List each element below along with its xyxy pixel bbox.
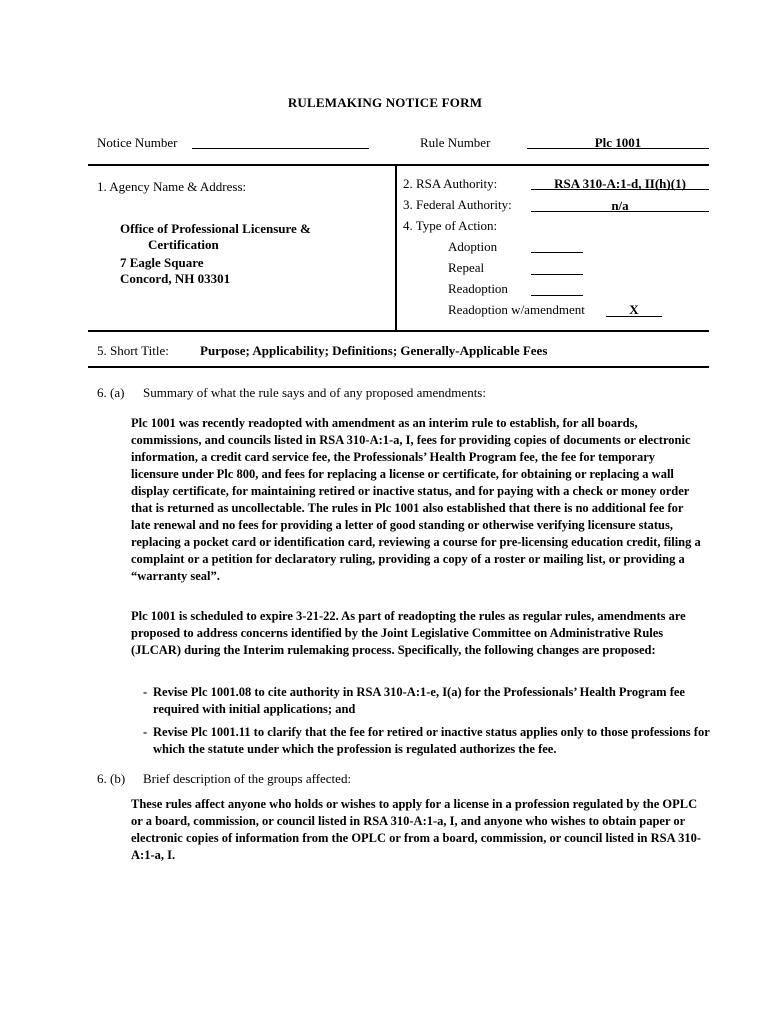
bullet-marker: - — [143, 685, 148, 699]
type-of-action-label: 4. Type of Action: — [403, 218, 498, 233]
notice-number-label: Notice Number — [97, 135, 178, 150]
groups-paragraph: These rules affect anyone who holds or wishes to apply for a license in a profession regulated by the OPLC or a board, commission, or council listed in RSA 310-A:1-a, I, and anyone who wishes to obtain paper or electronic copies of information from the OPLC or from a board, commission, or council listed in RSA 310-A:1-a, I. — [131, 797, 701, 862]
rule-number-value: Plc 1001 — [594, 135, 642, 150]
notice-number-field — [192, 148, 369, 149]
action-readoption-field — [531, 295, 583, 296]
list-item — [143, 724, 718, 758]
summary-number: 6. (a) — [97, 385, 125, 400]
bullet-marker: - — [143, 725, 148, 739]
action-repeal-label: Repeal — [448, 260, 485, 275]
bullet-text: Revise Plc 1001.08 to cite authority in RSA 310-A:1-e, I(a) for the Professionals’ Health Program fee required with initial applications; and — [153, 685, 685, 716]
action-readoption-amendment-value: X — [629, 302, 639, 317]
divider-top — [88, 164, 709, 166]
agency-city: Concord, NH 03301 — [120, 271, 231, 286]
divider-bottom — [88, 366, 709, 368]
action-adoption-label: Adoption — [448, 239, 498, 254]
agency-name-line2: Certification — [148, 237, 219, 252]
list-item — [143, 684, 718, 718]
groups-label: Brief description of the groups affected: — [143, 771, 352, 786]
rsa-authority-label: 2. RSA Authority: — [403, 176, 498, 191]
agency-label: 1. Agency Name & Address: — [97, 179, 247, 194]
action-readoption-amendment-label: Readoption w/amendment — [448, 302, 585, 317]
agency-name-line1: Office of Professional Licensure & — [120, 221, 311, 236]
action-adoption-field — [531, 252, 583, 253]
action-repeal-field — [531, 274, 583, 275]
divider-middle — [88, 330, 709, 332]
rule-number-label: Rule Number — [420, 135, 491, 150]
short-title-label: 5. Short Title: — [97, 343, 169, 358]
summary-paragraph-2: Plc 1001 is scheduled to expire 3-21-22. As part of readopting the rules as regular rules, amendments are proposed to address concerns identified by the Joint Legislative Committee on Administrative Rules (JLCAR) during the Interim rulemaking process. Specifically, the following changes are proposed: — [131, 609, 686, 657]
summary-paragraph-1: Plc 1001 was recently readopted with amendment as an interim rule to establish, for all boards, commissions, and councils listed in RSA 310-A:1-a, I, fees for providing copies of documents or electronic information, a credit card service fee, the Professionals’ Health Program fee, the fee for temporary licensure under Plc 800, and fees for replacing a license or certificate, for obtaining or replacing a wall display certificate, for maintaining retired or inactive status, and for paying with a check or money order that is returned as uncollectable. The rules in Plc 1001 also established that there is no additional fee for late renewal and no fees for providing a letter of good standing or otherwise verifying licensure status, replacing a pocket card or identification card, reviewing a course for pre-licensing education credit, filing a complaint or a petition for declaratory ruling, providing a copy of a roster or mailing list, or providing a “warranty seal”. — [131, 416, 701, 583]
agency-street: 7 Eagle Square — [120, 255, 204, 270]
federal-authority-label: 3. Federal Authority: — [403, 197, 512, 212]
federal-authority-value: n/a — [611, 198, 629, 213]
bullet-text: Revise Plc 1001.11 to clarify that the fee for retired or inactive status applies only to those professions for which the statute under which the profession is regulated authorizes the fee. — [153, 725, 710, 756]
groups-number: 6. (b) — [97, 771, 126, 786]
divider-vertical — [395, 165, 397, 331]
action-readoption-label: Readoption — [448, 281, 508, 296]
form-title: RULEMAKING NOTICE FORM — [287, 95, 483, 110]
summary-label: Summary of what the rule says and of any proposed amendments: — [143, 385, 486, 400]
short-title-value: Purpose; Applicability; Definitions; Generally-Applicable Fees — [200, 343, 548, 358]
rsa-authority-value: RSA 310-A:1-d, II(h)(1) — [554, 176, 686, 191]
